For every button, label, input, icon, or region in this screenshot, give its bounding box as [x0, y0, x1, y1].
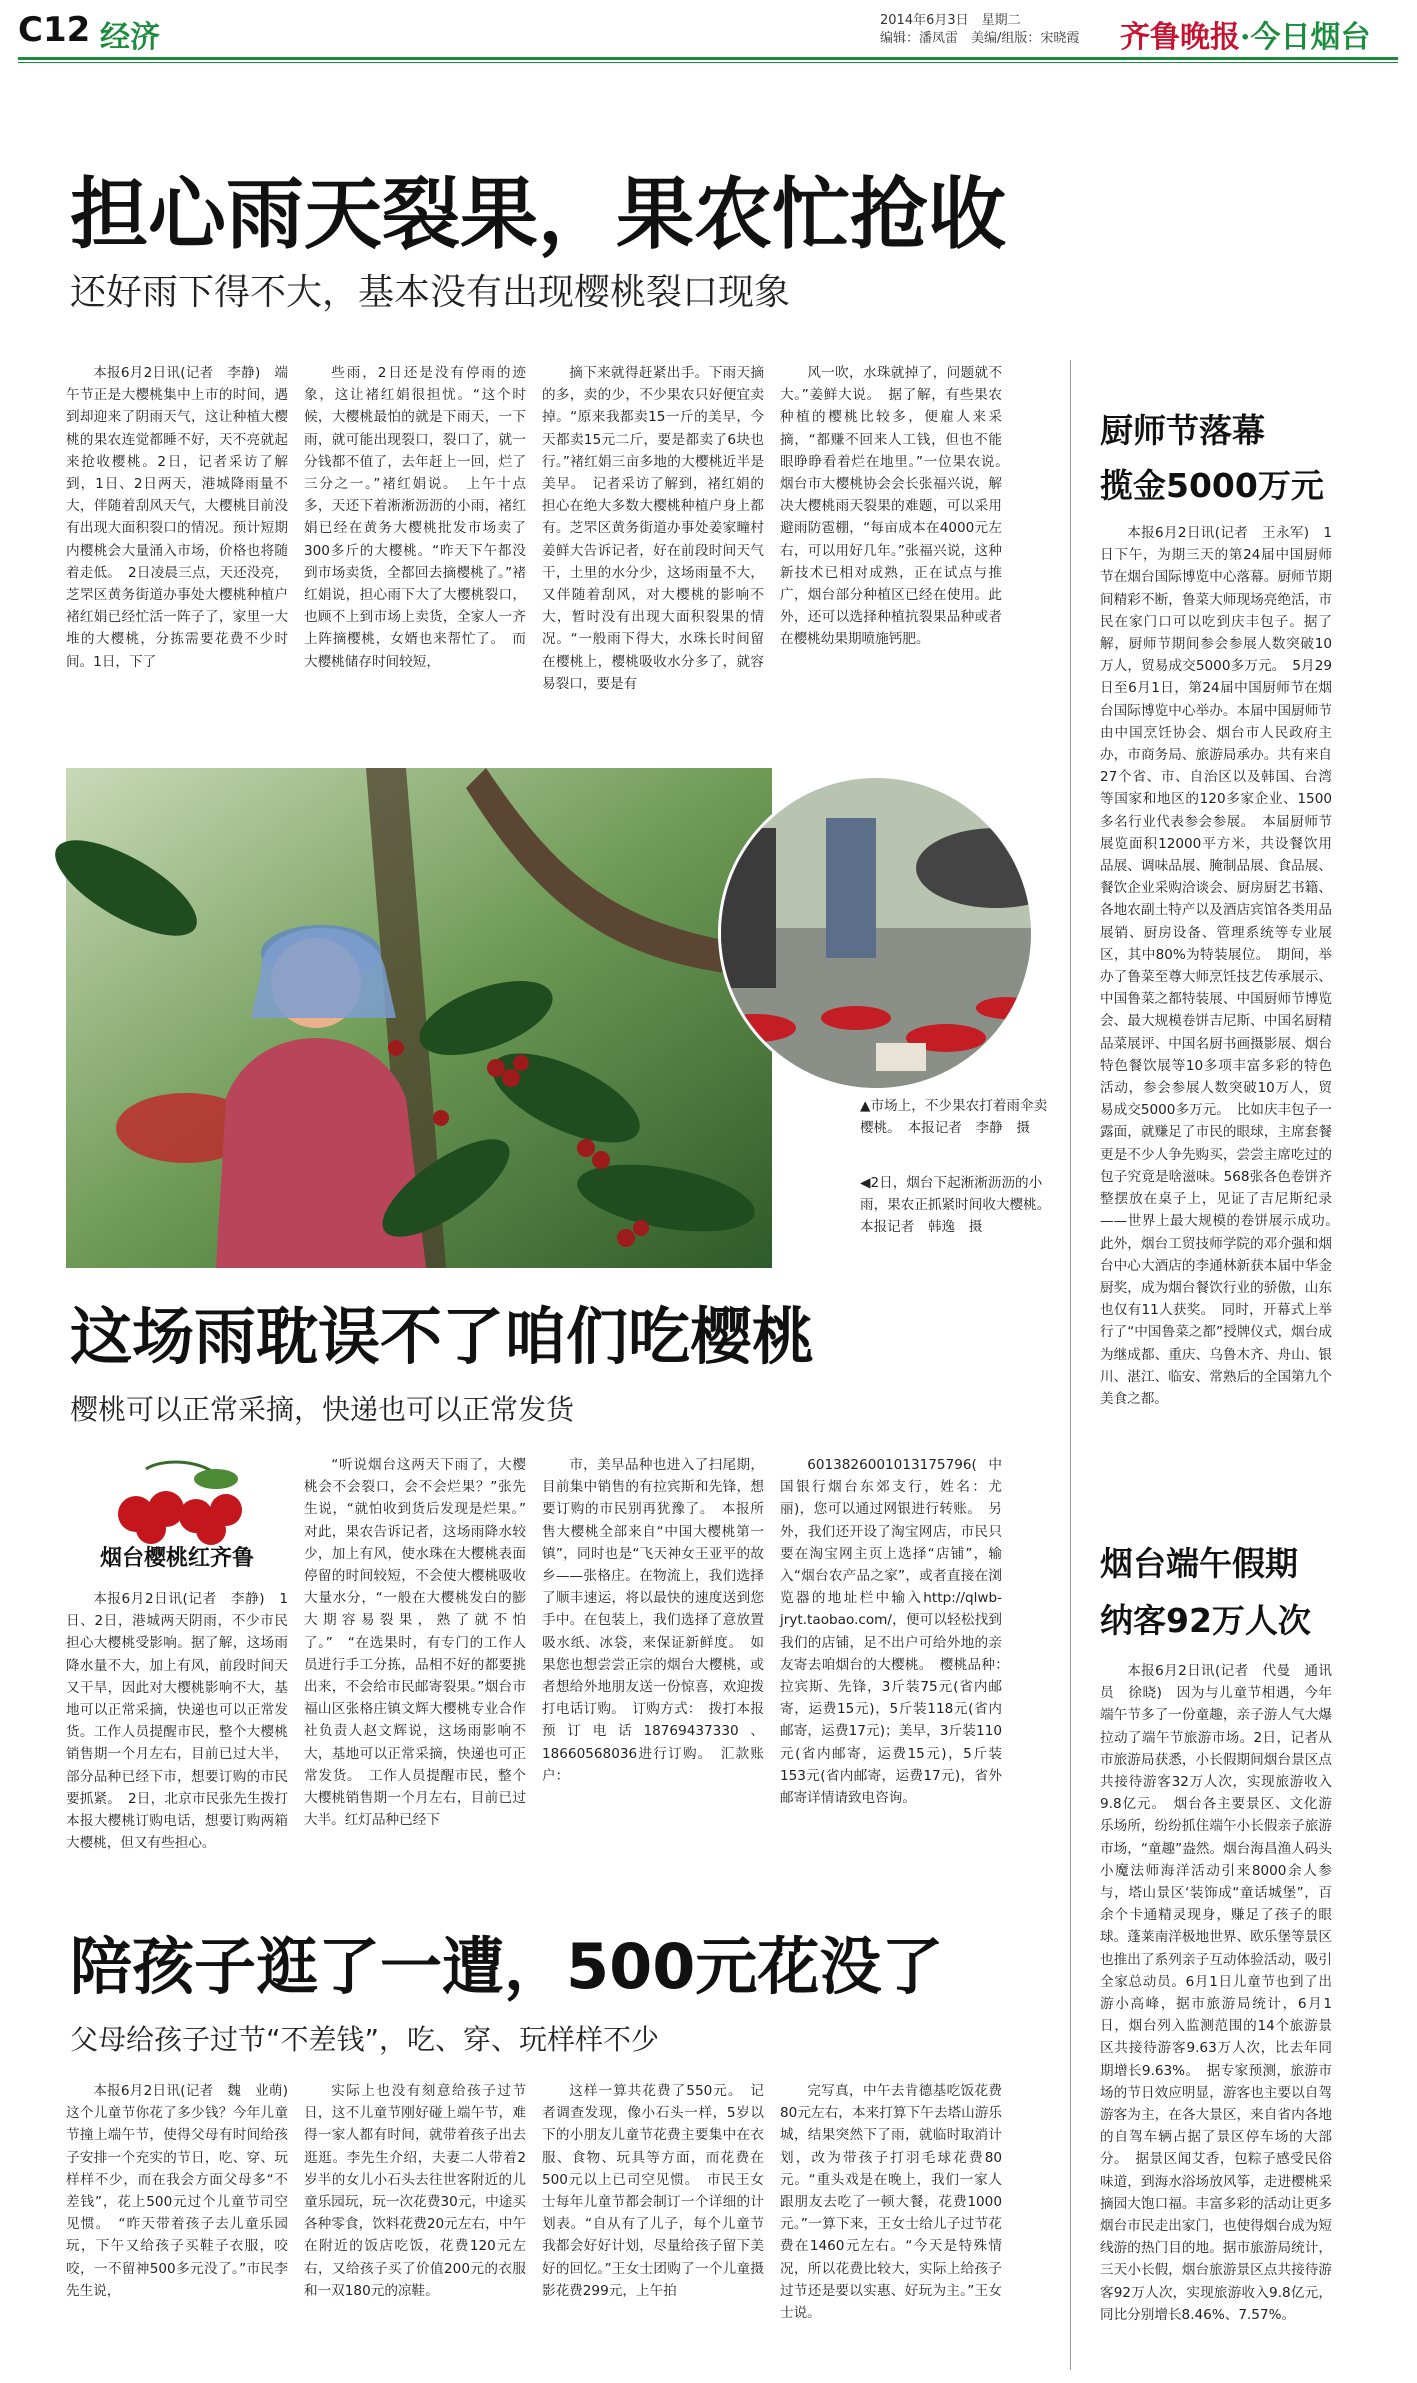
story1-headline: 担心雨天裂果，果农忙抢收 — [70, 170, 1007, 260]
cherry-icon — [66, 1454, 288, 1544]
page-header — [0, 0, 1417, 60]
story2-text-3: 市，美早品种也进入了扫尾期，目前集中销售的有拉宾斯和先锋，想要订购的市民别再犹豫了。 本报所售大樱桃全部来自“中国大樱桃第一镇”，同时也是“飞天神女王亚平的故乡——张格庄。在物流上，我们选择了顺丰速运，将以最快的速度送到您手中。在包装上，我们选择了意放置吸水纸、冰袋，来保证新鲜度。 如果您也想尝尝正宗的烟台大樱桃，或者想给外地朋友送一份惊喜，欢迎拨打电话订购。 订购方式： 拨打本报预订电话18769437330、18660568036进行订购。 汇款账户： — [542, 1457, 764, 1784]
newspaper-logo — [1120, 12, 1370, 56]
story3-column-4 — [780, 2080, 1002, 2370]
edition-name: ·今日烟台 — [1240, 20, 1371, 55]
story1-text-2: 些雨，2日还是没有停雨的迹象，这让褚红娟很担忧。“这个时候，大樱桃最怕的就是下雨天，一下雨，就可能出现裂口，裂口了，就一分钱都不值了，去年赶上一回，烂了三分之一。”褚红娟说。 上午十点多，天还下着淅淅沥沥的小雨，褚红娟已经在黄务大樱桃批发市场卖了300多斤的大樱桃。“昨天下午都没到市场卖货，全都回去摘樱桃了。”褚红娟说，担心雨下大了大樱桃裂口，也顾不上到市场上卖货，全家人一齐上阵摘樱桃，女婿也来帮忙了。 而大樱桃储存时间较短， — [304, 365, 526, 670]
story3-text-4: 完写真，中午去肯德基吃饭花费80元左右，本来打算下午去塔山游乐城，结果突然下了雨，就临时取消计划，改为带孩子打羽毛球花费80元。“重头戏是在晚上，我们一家人跟朋友去吃了一顿大餐，花费1000元。”一算下来，王女士给儿子过节花费在1460元左右。“今天是特殊情况，所以花费比较大，实际上给孩子过节还是要以实惠、好玩为主。”王女士说。 — [780, 2083, 1002, 2322]
side1-body — [1100, 522, 1346, 1492]
story1-text-1: 本报6月2日讯(记者 李静) 端午节正是大樱桃集中上市的时间，遇到却迎来了阴雨天气，这让种植大樱桃的果农连觉都睡不好，天不亮就起来抢收樱桃。2日，记者采访了解到，1日、2日两天，港城降雨量不大，伴随着刮风天气，大樱桃目前没有出现大面积裂口的情况。预计短期内樱桃会大量涌入市场，价格也将随着走低。 2日凌晨三点，天还没亮，芝罘区黄务街道办事处大樱桃种植户褚红娟已经忙活一阵子了，家里一大堆的大樱桃，分拣需要花费不少时间。1日，下了 — [66, 365, 288, 670]
story3-column-3 — [542, 2080, 764, 2370]
story3-headline: 陪孩子逛了一遭，500元花没了 — [70, 1930, 944, 2003]
story3-text-1: 本报6月2日讯(记者 魏 业萌) 这个儿童节你花了多少钱？今年儿童节撞上端午节，使得父母有时间给孩子安排一个充实的节日，吃、穿、玩样样不少，而在我会方面父母多“不差钱”，花上500元过个儿童节司空见惯。 “昨天带着孩子去儿童乐园玩，下午又给孩子买鞋子衣服，咬咬，一不留神500多元没了。”市民李先生说， — [66, 2083, 302, 2299]
story1-text-4: 风一吹，水珠就掉了，问题就不大。”姜鲜大说。 据了解，有些果农种植的樱桃比较多，便雇人来采摘，“都赚不回来人工钱，但也不能眼睁睁看着烂在地里。”一位果农说。 烟台市大樱桃协会会长张福兴说，解决大樱桃雨天裂果的难题，可以采用避雨防雹棚，“每亩成本在4000元左右，可以用好几年。”张福兴说，这种新技术已相对成熟，正在试点与推广，烟台部分种植区已经在使用。此外，还可以选择种植抗裂果品种或者在樱桃幼果期喷施钙肥。 — [780, 365, 1016, 648]
side2-headline-2: 纳客92万人次 — [1100, 1601, 1311, 1640]
side1-headline-2: 揽金5000万元 — [1100, 466, 1324, 505]
cherry-badge — [66, 1454, 288, 1574]
cherry-picking-illustration — [66, 768, 772, 1268]
story3-text-2: 实际上也没有刻意给孩子过节日，这不儿童节刚好碰上端午节，难得一家人都有时间，就带着孩子出去逛逛。李先生介绍，夫妻二人带着2岁半的女儿小石头去往世客附近的儿童乐园玩，玩一次花费30元，中途买各种零食，饮料花费20元左右，中午在附近的饭店吃饭，花费120元左右，又给孩子买了价值200元的衣服和一双180元的凉鞋。 — [304, 2083, 526, 2299]
story2-text-1: 本报6月2日讯(记者 李静) 1日、2日，港城两天阴雨，不少市民担心大樱桃受影响。据了解，这场雨降水量不大，加上有风，前段时间天又干旱，因此对大樱桃影响不大，基地可以正常采摘，快递也可以正常发货。工作人员提醒市民，整个大樱桃销售期一个月左右，目前已过大半，部分品种已经下市，想要订购的市民要抓紧。 2日，北京市民张先生拨打本报大樱桃订购电话，想要订购两箱大樱桃，但又有些担心。 — [66, 1591, 288, 1852]
paper-name: 齐鲁晚报 — [1120, 20, 1240, 55]
story2-text-4: 6013826001013175796(中国银行烟台东郊支行，姓名：尤丽)，您可以通过网银进行转账。 另外，我们还开设了淘宝网店，市民只要在淘宝网主页上选择“店铺”，输入“烟台农产品之家”，或者直接在浏览器的地址栏中输入http://qlwb-jryt.taobao.com/，便可以轻松找到我们的店铺，足不出户可给外地的亲友寄去咱烟台的大樱桃。 樱桃品种： 拉宾斯、先锋，3斤装75元(省内邮寄，运费15元)，5斤装118元(省内邮寄，运费17元)；美早，3斤装110元(省内邮寄，运费15元)，5斤装153元(省内邮寄，运费17元)，省外邮寄详情请致电咨询。 — [780, 1457, 1016, 1807]
story2-headline: 这场雨耽误不了咱们吃樱桃 — [70, 1300, 815, 1373]
story1-subheadline: 还好雨下得不大，基本没有出现樱桃裂口现象 — [70, 272, 791, 313]
story2-column-3 — [542, 1454, 764, 1874]
caption-picking: ◀2日，烟台下起淅淅沥沥的小雨，果农正抓紧时间收大樱桃。 本报记者 韩逸 摄 — [860, 1175, 1058, 1235]
story1-text-3: 摘下来就得赶紧出手。下雨天摘的多，卖的少，不少果农只好便宜卖掉。“原来我都卖15一斤的美早，今天都卖15元二斤，要是都卖了6块也行。”褚红娟三亩多地的大樱桃近半是美早。 记者采访了解到，褚红娟的担心在绝大多数大樱桃种植户身上都有。芝罘区黄务街道办事处姜家疃村姜鲜大告诉记者，好在前段时间天气干，土里的水分少，这场雨量不大，又伴随着刮风，对大樱桃的影响不大，暂时没有出现大面积裂果的情况。“一般雨下得大，水珠长时间留在樱桃上，樱桃吸收水分多了，就容易裂口，要是有 — [542, 365, 764, 692]
page-number: C12 — [18, 10, 91, 50]
side2-text: 本报6月2日讯(记者 代曼 通讯员 徐晓) 因为与儿童节相遇，今年端午节多了一份童趣，亲子游人气大爆拉动了端午节旅游市场。2日，记者从市旅游局获悉，小长假期间烟台景区点共接待游客32万人次，实现旅游收入9.8亿元。 烟台各主要景区、文化游乐场所，纷纷抓住端午小长假亲子旅游市场，“童趣”盎然。烟台海昌渔人码头小魔法师海洋活动引来8000余人参与，塔山景区‘装饰成“童话城堡”，百余个卡通精灵现身，赚足了孩子的眼球。蓬莱南洋极地世界、欧乐堡等景区也推出了系列亲子互动体验活动，吸引全家总动员。6月1日儿童节也到了出游小高峰，据市旅游局统计，6月1日，烟台列入监测范围的14个旅游景区共接待游客9.63万人次，比去年同期增长9.63%。 据专家预测，旅游市场的节日效应明显，游客也主要以自驾游客为主，在各大景区，来自省内各地的自驾车辆占据了景区停车场的大部分。 据景区闻艾香，包粽子感受民俗味道，到海水浴场放风筝，走进樱桃采摘园大饱口福。丰富多彩的活动让更多烟台市民走出家门，也使得烟台成为短线游的热门目的地。据市旅游局统计，三天小长假，烟台旅游景区点共接待游客92万人次，实现旅游收入9.8亿元，同比分别增长8.46%、7.57%。 — [1100, 1663, 1332, 2323]
header-rule-thin — [18, 62, 1398, 63]
side1-text: 本报6月2日讯(记者 王永军) 1日下午，为期三天的第24届中国厨师节在烟台国际博览中心落幕。厨师节期间精彩不断，鲁菜大师现场亮绝活，市民在家门口可以吃到庆丰包子。据了解，厨师节期间参会参展人数突破10万人，贸易成交5000多万元。 5月29日至6月1日，第24届中国厨师节在烟台国际博览中心举办。本届中国厨师节由中国烹饪协会、烟台市人民政府主办，市商务局、旅游局承办。共有来自27个省、市、自治区以及韩国、台湾等国家和地区的120多家企业、1500多名行业代表参会参展。 本届厨师节展览面积12000平方米，共设餐饮用品展、调味品展、腌制品展、食品展、餐饮企业采购洽谈会、厨房厨艺书籍、各地农副土特产以及酒店宾馆各类用品展销、厨房设备、管理系统等专业展区，其中80%为特装展位。 期间，举办了鲁菜至尊大师烹饪技艺传承展示、中国鲁菜之都特装展、中国厨师节博览会、最大规模卷饼吉尼斯、中国名厨精品菜展评、中国名厨书画摄影展、烟台特色餐饮展等10多项丰富多彩的特色活动，参会参展人数突破10万人，贸易成交5000多万元。 比如庆丰包子一露面，就赚足了市民的眼球，主席套餐更是不少人争先购买，尝尝主席吃过的包子究竟是啥滋味。568张各色卷饼齐整摆放在桌子上，见证了吉尼斯纪录——世界上最大规模的卷饼展示成功。 此外，烟台工贸技师学院的邓介强和烟台中心大酒店的李通林新获本届中华金厨奖，成为烟台餐饮行业的骄傲，山东也仅有11人获奖。 同时，开幕式上举行了“中国鲁菜之都”授牌仪式，烟台成为继成都、重庆、乌鲁木齐、舟山、银川、湛江、临安、常熟后的全国第九个美食之都。 — [1100, 525, 1346, 1407]
story3-column-2 — [304, 2080, 526, 2370]
editors-line: 编辑：潘凤雷 美编/组版：宋晓霞 — [880, 31, 1080, 46]
story1-column-4 — [780, 362, 1016, 712]
side2-headline-1: 烟台端午假期 — [1100, 1544, 1298, 1583]
story2-column-2 — [304, 1454, 540, 1874]
sidebar-divider — [1070, 360, 1071, 2370]
side1-headline-1: 厨师节落幕 — [1100, 411, 1265, 450]
cherry-picking-photo — [66, 768, 772, 1268]
badge-label: 烟台樱桃红齐鲁 — [76, 1546, 278, 1572]
section-name: 经济 — [100, 20, 160, 55]
story3-text-3: 这样一算共花费了550元。 记者调查发现，像小石头一样，5岁以下的小朋友儿童节花费主要集中在衣服、食物、玩具等方面，而花费在500元以上已司空见惯。 市民王女士每年儿童节都会制订一个详细的计划表。“自从有了儿子，每个儿童节我都会好好计划，尽量给孩子留下美好的回忆。”王女士团购了一个儿童摄影花费299元，上午拍 — [542, 2083, 764, 2299]
story2-column-1 — [66, 1588, 288, 1888]
story2-subheadline: 樱桃可以正常采摘，快递也可以正常发货 — [70, 1393, 575, 1426]
date-line: 2014年6月3日 星期二 — [880, 13, 1021, 28]
story1-column-2 — [304, 362, 526, 712]
story3-subheadline: 父母给孩子过节“不差钱”，吃、穿、玩样样不少 — [70, 2023, 660, 2056]
caption-market: ▲市场上，不少果农打着雨伞卖樱桃。 本报记者 李静 摄 — [860, 1098, 1048, 1136]
market-inset-photo — [676, 768, 1076, 1108]
story3-column-1 — [66, 2080, 302, 2370]
market-illustration — [676, 768, 1076, 1108]
story2-text-2: “听说烟台这两天下雨了，大樱桃会不会裂口，会不会烂果？”张先生说，“就怕收到货后发现是烂果。” 对此，果农告诉记者，这场雨降水较少，加上有风，使水珠在大樱桃表面停留的时间较短，不会使大樱桃吸收大量水分，“一般在大樱桃发白的膨大期容易裂果，熟了就不怕了。” “在选果时，有专门的工作人员进行手工分拣，品相不好的都要挑出来，不会给市民邮寄裂果。”烟台市福山区张格庄镇文辉大樱桃专业合作社负责人赵文辉说，这场雨影响不大，基地可以正常采摘，快递也可正常发货。 工作人员提醒市民，整个大樱桃销售期一个月左右，目前已过大半。红灯品种已经下 — [304, 1457, 540, 1829]
story1-column-1 — [66, 362, 288, 712]
side2-body — [1100, 1660, 1332, 2370]
story2-column-4 — [780, 1454, 1016, 1874]
header-rule — [18, 57, 1398, 60]
story1-column-3 — [542, 362, 764, 712]
header-meta — [880, 12, 1079, 48]
